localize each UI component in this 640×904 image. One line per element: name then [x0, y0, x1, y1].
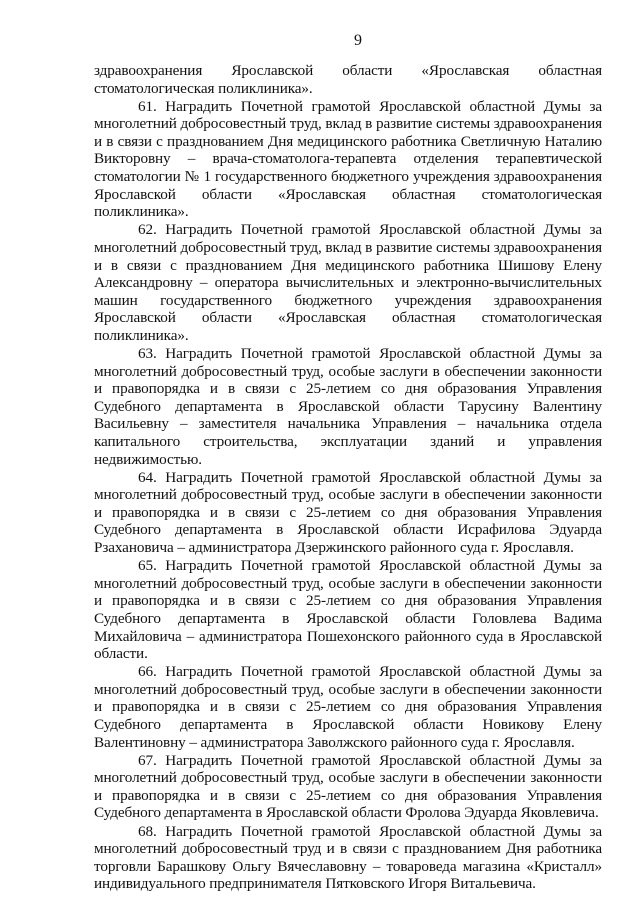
paragraph-continuation: здравоохранения Ярославской области «Ярославская областная стоматологическая поликлиника».: [94, 62, 602, 97]
paragraph-item-68: 68. Наградить Почетной грамотой Ярославской областной Думы за многолетний добросовестный труд и в связи с празднованием Дня работника торговли Барашкову Ольгу Вячеславовну – товароведа магазина «Кристалл» индивидуального предпринимателя Пятковского Игоря Витальевича.: [94, 822, 602, 893]
paragraph-item-63: 63. Наградить Почетной грамотой Ярославской областной Думы за многолетний добросовестный труд, особые заслуги в обеспечении законности и правопорядка и в связи с 25-летием со дня образования Управления Судебного департамента в Ярославской области Тарусину Валентину Васильевну – заместителя начальника Управления – начальника отдела капитального строительства, эксплуатации зданий и управления недвижимостью.: [94, 345, 602, 468]
paragraph-item-66: 66. Наградить Почетной грамотой Ярославской областной Думы за многолетний добросовестный труд, особые заслуги в обеспечении законности и правопорядка и в связи с 25-летием со дня образования Управления Судебного департамента в Ярославской области Новикову Елену Валентиновну – администратора Заволжского районного суда г. Ярославля.: [94, 663, 602, 751]
paragraph-item-61: 61. Наградить Почетной грамотой Ярославской областной Думы за многолетний добросовестный труд, вклад в развитие системы здравоохранения и в связи с празднованием Дня медицинского работника Светличную Наталию Викторовну – врача-стоматолога-терапевта отделения терапевтической стоматологии № 1 государственного бюджетного учреждения здравоохранения Ярославской области «Ярославская областная стоматологическая поликлиника».: [94, 97, 602, 221]
page-number: 9: [354, 32, 362, 49]
paragraph-item-62: 62. Наградить Почетной грамотой Ярославской областной Думы за многолетний добросовестный труд, вклад в развитие системы здравоохранения и в связи с празднованием Дня медицинского работника Шишову Елену Александровну – оператора вычислительных и электронно-вычислительных машин государственного бюджетного учреждения здравоохранения Ярославской области «Ярославская областная стоматологическая поликлиника».: [94, 221, 602, 344]
paragraph-item-64: 64. Наградить Почетной грамотой Ярославской областной Думы за многолетний добросовестный труд, особые заслуги в обеспечении законности и правопорядка и в связи с 25-летием со дня образования Управления Судебного департамента в Ярославской области Исрафилова Эдуарда Рзахановича – администратора Дзержинского районного суда г. Ярославля.: [94, 468, 602, 557]
paragraph-item-67: 67. Наградить Почетной грамотой Ярославской областной Думы за многолетний добросовестный труд, особые заслуги в обеспечении законности и правопорядка и в связи с 25-летием со дня образования Управления Судебного департамента в Ярославской области Фролова Эдуарда Яковлевича.: [94, 751, 602, 822]
paragraph-item-65: 65. Наградить Почетной грамотой Ярославской областной Думы за многолетний добросовестный труд, особые заслуги в обеспечении законности и правопорядка и в связи с 25-летием со дня образования Управления Судебного департамента в Ярославской области Головлева Вадима Михайловича – администратора Пошехонского районного суда в Ярославской области.: [94, 557, 602, 663]
